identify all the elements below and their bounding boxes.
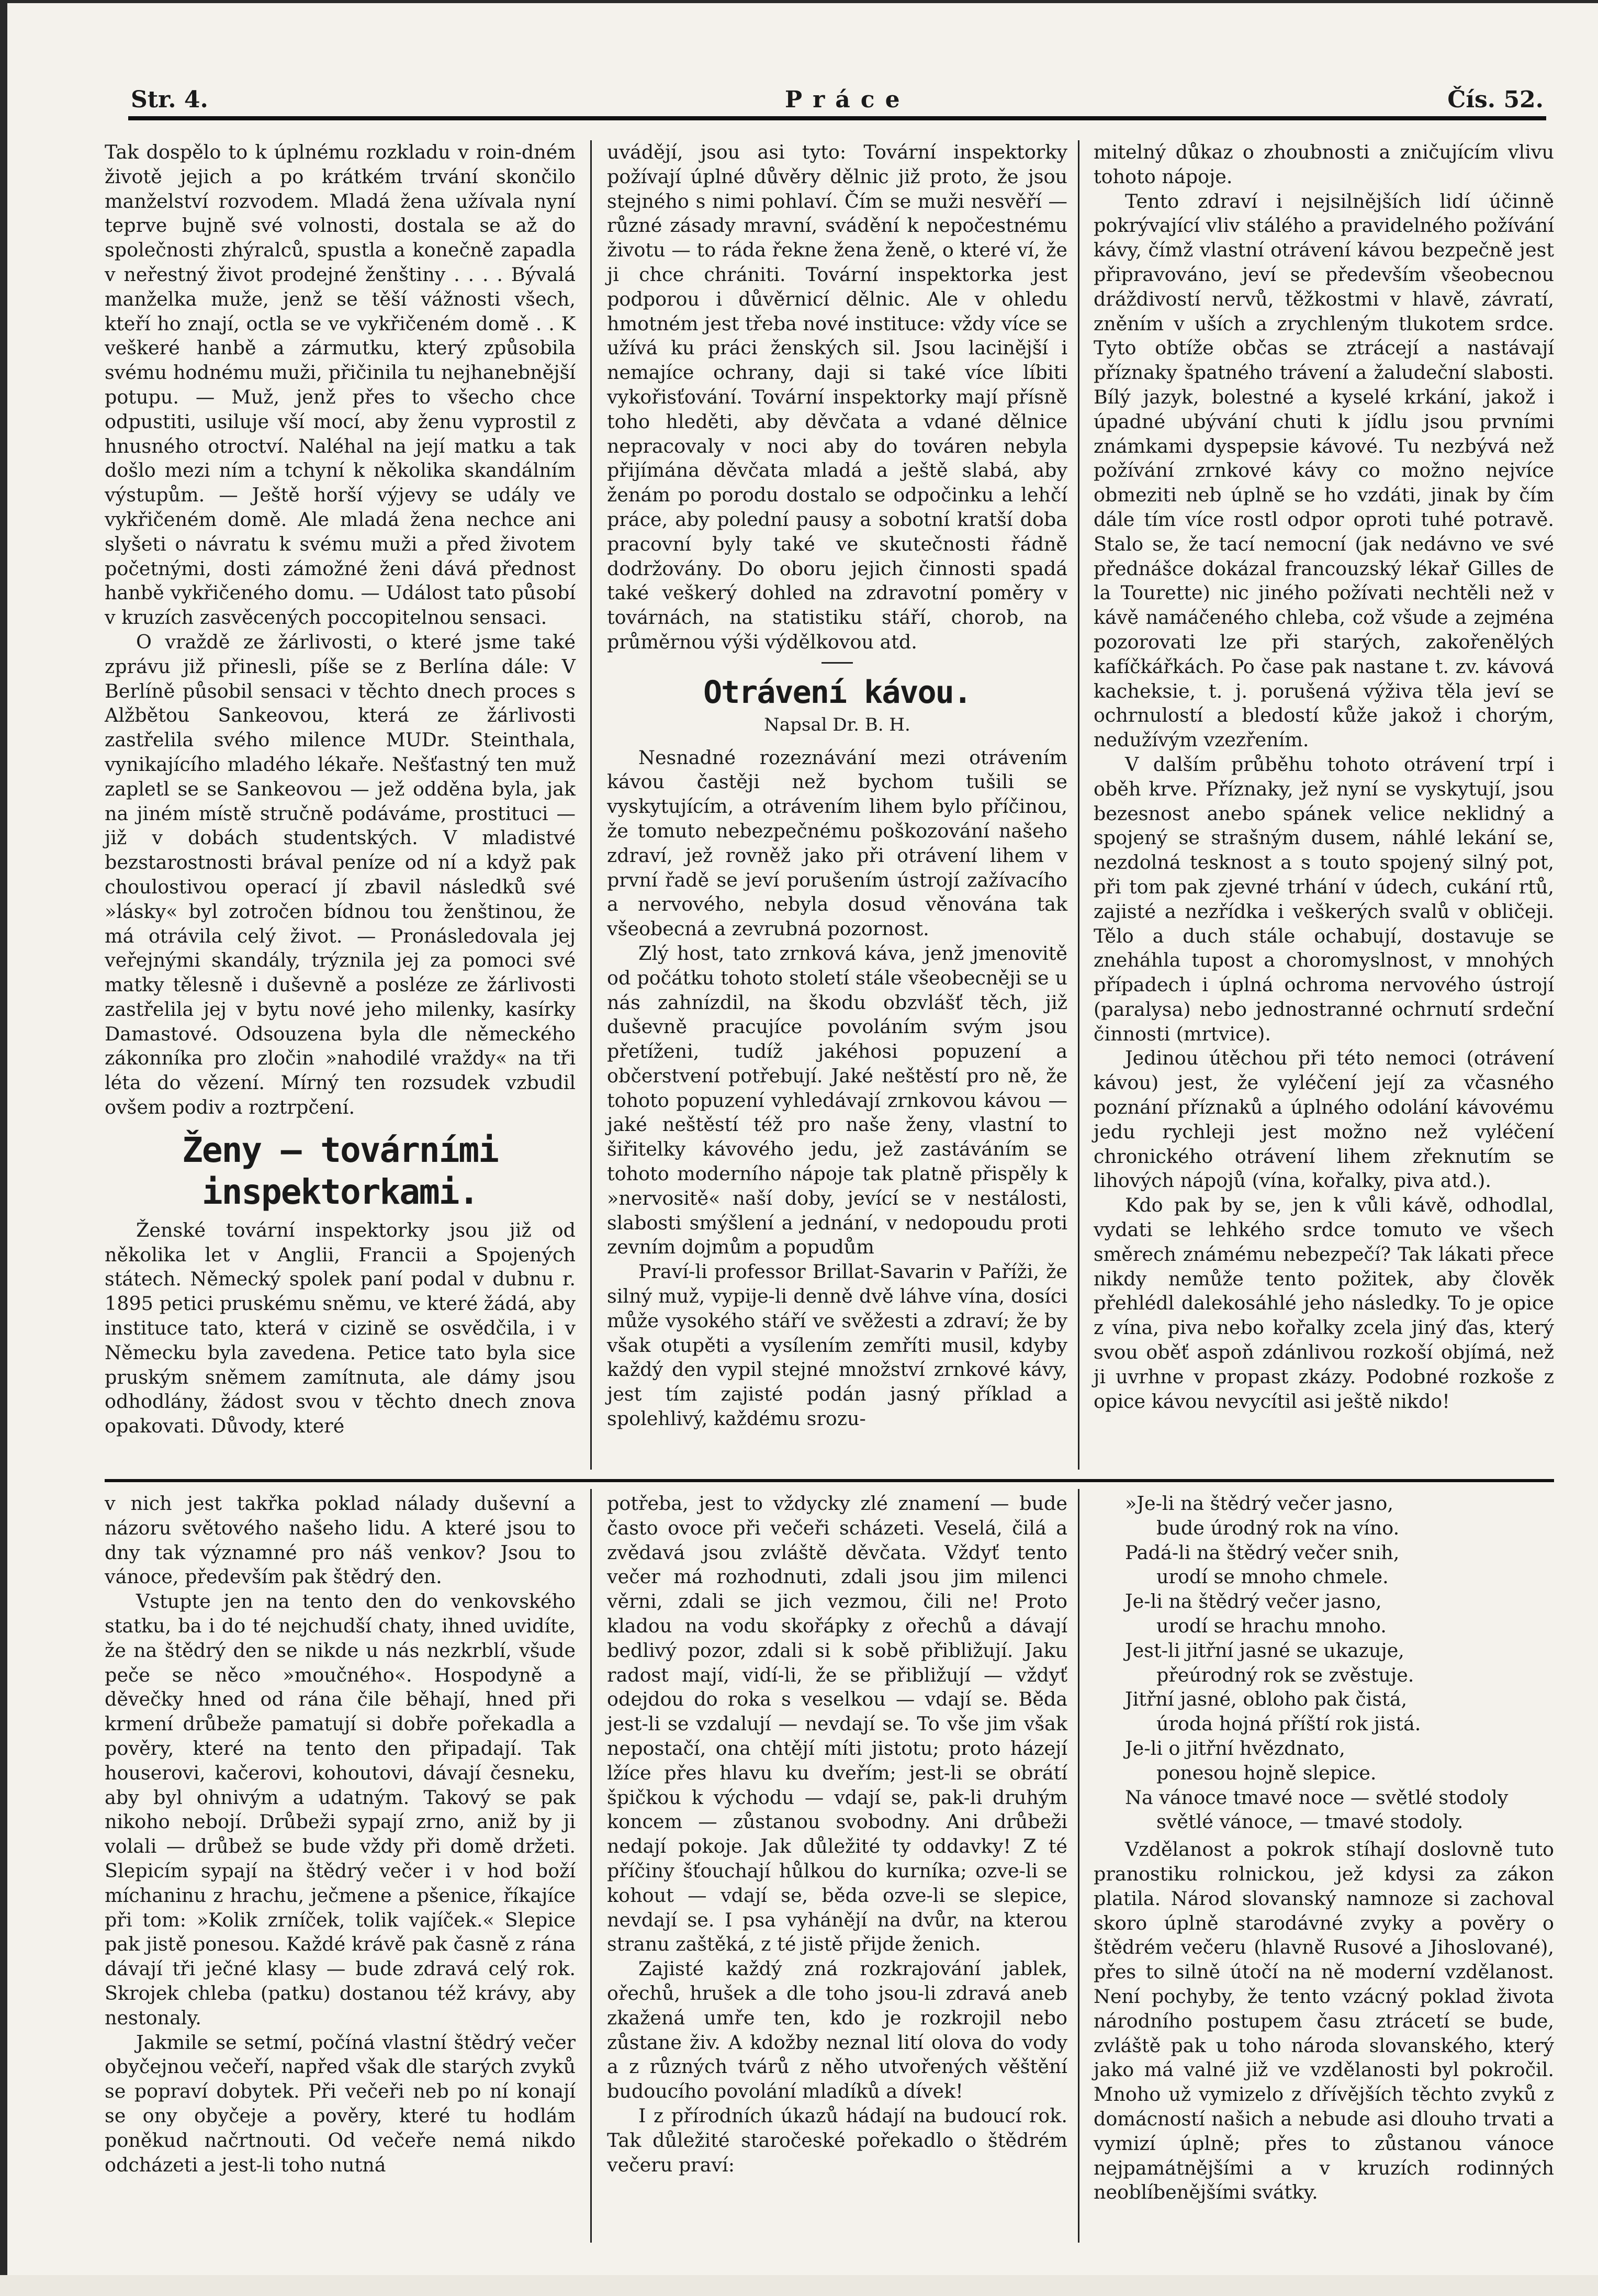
page-header	[131, 86, 1544, 119]
poem-line: Je-li o jitřní hvězdnato,	[1125, 1737, 1345, 1760]
column-divider	[1078, 1489, 1079, 2243]
page-number: Str. 4.	[131, 86, 208, 113]
poem-line: Padá-li na štědrý večer snih,	[1125, 1541, 1400, 1564]
column-divider	[1078, 140, 1079, 1470]
section-rule	[821, 662, 853, 664]
article-paragraph: uvádějí, jsou asi tyto: Tovární inspektorky požívají úplné důvěry dělnic již proto, že jsou stejného s nimi pohlaví. Čím se muži nesvěří — různé zásady mravní, svádění k nepočestnému životu — to ráda řekne žena ženě, o které ví, že ji chce chrániti. Tovární inspektorka jest podporou i důvěrnicí dělnic. Ale v ohledu hmotném jest třeba nové instituce: vždy více se užívá ku práci ženských sil. Jsou lacinější i nemajíce ochrany, daji si také více líbiti vykořisťování. Tovární inspektorky mají přísně toho hleděti, aby děvčata a vdané dělnice nepracovaly v noci aby do továren nebyla přijímána děvčata mladá a ještě slabá, aby ženám po porodu dostalo se odpočinku a lehčí práce, aby polední pausy a sobotní kratší doba pracovní byly také ve skutečnosti řádně dodržovány. Do oboru jejich činnosti spadá také veškerý dohled na zdravotní poměry v továrnách, na statistiku stáří, chorob, na průměrnou výši výdělkovou atd.	[607, 141, 1067, 653]
folk-poem	[1125, 1492, 1554, 1834]
poem-line: Na vánoce tmavé noce — světlé stodoly	[1125, 1786, 1509, 1809]
column-1	[105, 140, 576, 1439]
header-rule	[128, 116, 1546, 120]
bottom-column-3	[1094, 1492, 1554, 2205]
scan-border-top	[0, 0, 1598, 3]
poem-line: Je-li na štědrý večer jasno,	[1125, 1590, 1382, 1613]
article-paragraph: Tak dospělo to k úplnému rozkladu v roin-dném životě jejich a po krátkém trvání skončilo manželství rozvodem. Mladá žena užívala nyní teprve bujně své volnosti, dostala se až do společnosti zhýralců, spustla a konečně zapadla v neřestný život prodejné ženštiny . . . . Bývalá manželka muže, jenž se těší vážnosti všech, kteří ho znají, octla se ve vykřičeném domě . . K veškeré hanbě a zármutku, který způsobila svému hodnému muži, přičinila tu nejhanebnější potupu. — Muž, jenž přes to všecho chce odpustiti, usiluje vší mocí, aby ženu vyprostil z hnusného otroctví. Naléhal na její matku a tak došlo mezi ním a tchyní k několika skandálním výstupům. — Ještě horší výjevy se udály ve vykřičeném domě. Ale mladá žena nechce ani slyšeti o návratu k svému muži a před životem početnými, dosti zámožné ženi dává přednost hanbě vykřičeného domu. — Událost tato působí v kruzích zasvěcených poccopitelnou sensaci.	[105, 141, 576, 629]
poem-line: »Je-li na štědrý večer jasno,	[1125, 1492, 1393, 1515]
scan-border-bottom	[0, 2275, 1598, 2296]
article-paragraph: Nesnadné rozeznávání mezi otrávením kávou častěji než bychom tušili se vyskytujícím, a otrávením lihem bylo příčinou, že tomuto nebezpečnému poškozování našeho zdraví, jež rovněž jako při otrávení lihem v první řadě se jeví porušením ústrojí zažívacího a nervového, nebyla dosud věnována tak všeobecná a zevrubná pozornost.	[607, 746, 1067, 940]
poem-line: bude úrodný rok na víno.	[1156, 1516, 1400, 1539]
column-divider	[590, 1489, 592, 2243]
article-paragraph: O vraždě ze žárlivosti, o které jsme také zprávu již přinesli, píše se z Berlína dále: V Berlíně působil sensaci v těchto dnech proces s Alžbětou Sankeovou, která ze žárlivosti zastřelila svého milence MUDr. Steinthala, vynikajícího mladého lékaře. Nešťastný ten muž zapletl se se Sankeovou — jež odděna byla, jak na jiném místě stručně podáváme, prostituci — již v dobách studentských. V mladistvé bezstarostnosti brával peníze od ní a když pak choulostivou operací jí zbavil následků své »lásky« byl zotročen bídnou tou ženštinou, že má otrávila celý život. — Pronásledovala jej veřejnými skandály, trýznila jej za pomoci své matky tělesně i duševně a posléze ze žárlivosti zastřelila jej v bytu nové jeho milenky, kasírky Damastové. Odsouzena byla dle německého zákonníka pro zločin »nahodilé vraždy« na tři léta do vězení. Mírný ten rozsudek vzbudil ovšem podiv a roztrpčení.	[105, 630, 576, 1119]
article-paragraph: potřeba, jest to vždycky zlé znamení — bude často ovoce při večeři scházeti. Veselá, čilá a zvědavá jsou zvláště děvčata. Vždyť tento večer má rozhodnuti, zdali jsou jim milenci věrni, zdali se jich vezmou, čili ne! Proto kladou na vodu skořápky z ořechů a dávají bedlivý pozor, zdali si k sobě přibližují. Jaku radost mají, vidí-li, že se přibližují — vždyť odejdou do roka s veselkou — vdají se. Běda jest-li se vzdalují — nevdají se. To vše jim však nepostačí, ona chtějí míti jistotu; proto házejí lžíce přes hlavu ku dveřím; jest-li se obrátí špičkou k východu — vdají se, pak-li druhým koncem — zůstanou svobodny. Ani drůbeži nedají pokoje. Jak důležité ty oddavky! Z té příčiny šťouchají hůlkou do kurníka; ozve-li se kohout — vdají se, běda ozve-li se slepice, nevdají se. I psa vyhánějí na dvůr, na kterou stranu zaštěká, z té jistě přijde ženich.	[607, 1492, 1067, 1956]
article-heading-zeny: Ženy — továrními inspektorkami.	[182, 1129, 498, 1212]
article-paragraph: I z přírodních úkazů hádají na budoucí rok. Tak důležité staročeské pořekadlo o štědrém večeru praví:	[607, 2104, 1067, 2176]
poem-line: přeúrodný rok se zvěstuje.	[1156, 1663, 1414, 1686]
column-divider	[590, 140, 592, 1470]
author-byline: Napsal Dr. B. H.	[764, 714, 910, 735]
article-heading-otraveni: Otrávení kávou.	[703, 674, 971, 711]
bottom-column-1	[105, 1492, 576, 2177]
article-paragraph: Jakmile se setmí, počíná vlastní štědrý večer obyčejnou večeří, napřed však dle starých zvyků se popraví dobytek. Při večeři neb po ní konají se ony obyčeje a pověry, které tu hodlám poněkud načrtnouti. Od večeře nemá nikdo odcházeti a jest-li toho nutná	[105, 2031, 576, 2176]
poem-line: Jest-li jitřní jasné se ukazuje,	[1125, 1639, 1404, 1662]
newspaper-title: Práce	[785, 86, 910, 113]
article-paragraph: Vzdělanost a pokrok stíhají doslovně tuto pranostiku rolnickou, jež kdysi za zákon platila. Národ slovanský namnoze si zachoval skoro úplně starodávné zvyky a pověry o štědrém večeru (hlavně Rusové a Jihoslované), přes to silně útočí na ně moderní vzdělanost. Není pochyby, že tento vzácný poklad života národního postupem času ztrácetí se bude, zvláště pak u toho národa slovanského, který jako má valné již ve vzdělanosti byl pokročil. Mnoho už vymizelo z dřívějších těchto zvyků z domácností našich a nebude asi dlouho trvati a vymizí úplně; přes to zůstanou vánoce nejpamátnějšími a v kruzích rodinných neoblíbenějšími svátky.	[1094, 1838, 1554, 2204]
poem-line: Jitřní jasné, obloho pak čistá,	[1125, 1688, 1408, 1711]
article-paragraph: Praví-li professor Brillat-Savarin v Paříži, že silný muž, vypije-li denně dvě láhve vína, dosíci může vysokého stáří ve svěžesti a zdraví; že by však otupěti a vysílením zemříti musil, kdyby každý den vypil stejné množství zrnkové kávy, jest tím zajisté podán jasný příklad a spolehlivý, každému srozu-	[607, 1260, 1067, 1430]
article-paragraph: Kdo pak by se, jen k vůli kávě, odhodlal, vydati se lehkého srdce tomuto ve všech směrech známému nebezpečí? Tak lákati přece nikdy nemůže tento požitek, aby člověk přehlédl dalekosáhlé jeho následky. To je opice z vína, piva nebo kořalky zcela jiný ďas, který svou oběť aspoň zdánlivou rozkoší objímá, než ji uvrhne v propast zkázy. Podobné rozkoše z opice kávou nevycítil asi ještě nikdo!	[1094, 1194, 1554, 1413]
issue-number: Čís. 52.	[1447, 86, 1544, 113]
article-paragraph: V dalším průběhu tohoto otrávení trpí i oběh krve. Příznaky, jež nyní se vyskytují, jsou bezesnost anebo spánek velice neklidný a spojený se strašným dusem, náhlé lekání se, nezdolná tesknost a s touto spojený silný pot, při tom pak zjevné trhání v údech, cukání rtů, zajisté a nezřídka i veškerých svalů v obličeji. Tělo a duch stále ochabují, dostavuje se zneháhla tupost a choromyslnost, v mnohých případech i úplná ochroma nervového ústrojí (paralysa) nebo jednostranné ochrnutí srdeční činnosti (mrtvice).	[1094, 753, 1554, 1045]
article-paragraph: v nich jest takřka poklad nálady duševní a názoru světového našeho lidu. A které jsou to dny tak významné pro náš venkov? Jsou to vánoce, především pak štědrý den.	[105, 1492, 576, 1588]
article-paragraph: mitelný důkaz o zhoubnosti a zničujícím vlivu tohoto nápoje.	[1094, 141, 1554, 188]
column-2	[607, 140, 1067, 1431]
poem-line: světlé vánoce, — tmavé stodoly.	[1156, 1810, 1464, 1833]
article-paragraph: Zajisté každý zná rozkrajování jablek, ořechů, hrušek a dle toho jsou-li zdravá aneb zkažená umře ten, kdo je rozkrojil nebo zůstane živ. A kdožby neznal lití olova do vody a z různých tvárů z něho utvořených věštění budoucího povolání mladíků a dívek!	[607, 1957, 1067, 2103]
article-paragraph: Zlý host, tato zrnková káva, jenž jmenovitě od počátku tohoto století stále všeobecněji se u nás zahnízdil, na škodu obzvlášť těch, již duševně pracujíce povoláním svým jsou přetíženi, tudíž jakéhosi popuzení a občerstvení potřebují. Jaké neštěstí pro ně, že tohoto popuzení vyhledávají zrnkovou kávou — jaké neštěstí též pro naše ženy, vlastní to šiřitelky kávového jedu, jež zastáváním se tohoto moderního nápoje tak platně přispěly k »nervositě« naší doby, jevící se v nestálosti, slabosti smýšlení a jednání, v nedopoudu proti zevním dojmům a popudům	[607, 942, 1067, 1259]
poem-line: ponesou hojně slepice.	[1156, 1761, 1377, 1784]
poem-line: úroda hojná příští rok jistá.	[1156, 1712, 1421, 1735]
section-separator	[105, 1479, 1554, 1482]
article-paragraph: Tento zdraví i nejsilnějších lidí účinně pokrývající vliv stálého a pravidelného požívání kávy, čímž vlastní otrávení kávou bezpečně jest připravováno, jeví se především všeobecnou dráždivostí nervů, těžkostmi v hlavě, závratí, zněním v uších a zrychleným tlukotem srdce. Tyto obtíže občas se ztrácejí a nastávají příznaky špatného trávení a žaludeční slabosti. Bílý jazyk, bolestné a kyselé krkání, jakož i úpadné ubývání chuti k jídlu jsou prvními známkami dyspepsie kávové. Tu nezbývá než požívání zrnkové kávy co možno nejvíce obmeziti neb úplně se ho vzdáti, jinak by čím dále tím více rostl odpor oproti tuhé potravě. Stalo se, že tací nemocní (jak nedávno ve své přednášce dokázal francouzský lékař Gilles de la Tourette) nic jiného požívati nechtěli než v kávě namáčeného chleba, což všude a zejména pozorovati lze při starých, zakořenělých kafíčkářkách. Po čase pak nastane t. zv. kávová kacheksie, t. j. porušená výživa těla jeví se ochrnulostí a bledostí kůže jakož i chorým, nedužívým vzezřením.	[1094, 189, 1554, 752]
article-paragraph: Vstupte jen na tento den do venkovského statku, ba i do té nejchudší chaty, ihned uvidíte, že na štědrý den se nikde u nás nezkrblí, všude peče se něco »moučného«. Hospodyně a děvečky hned od rána čile běhají, hned při krmení drůbeže pamatují si dobře pořekadla a pověry, které na tento den připadají. Tak houserovi, kačerovi, kohoutovi, dávají česneku, aby byl ohnivým a udatným. Takový se pak nikoho nebojí. Drůbeži sypají zrno, aniž by ji volali — drůbež se bude vždy při domě držeti. Slepicím sypají na štědrý večer i v hod boží míchaninu z hrachu, ječmene a pšenice, říkajíce při tom: »Kolik zrníček, tolik vajíček.« Slepice pak jistě ponesou. Každé krávě pak časně z rána dávají tři ječné klasy — bude zdravá celý rok. Skrojek chleba (patku) dostanou též krávy, aby nestonaly.	[105, 1590, 576, 2029]
scan-border-left	[0, 0, 7, 2296]
bottom-column-2	[607, 1492, 1067, 2177]
article-paragraph: Ženské tovární inspektorky jsou již od několika let v Anglii, Francii a Spojených státech. Německý spolek paní podal v dubnu r. 1895 petici pruskému sněmu, ve které žádá, aby instituce tato, která v cizině se osvědčila, i v Německu byla zavedena. Petice tato byla sice pruským sněmem zamítnuta, ale dámy jsou odhodlány, žádost svou v těchto dnech znova opakovati. Důvody, které	[105, 1218, 576, 1438]
article-paragraph: Jedinou útěchou při této nemoci (otrávení kávou) jest, že vyléčení její za včasného poznání příznaků a úplného odolání kávovému jedu rychleji jest možno než vyléčení chronického otrávení lihem zřeknutím se lihových nápojů (vína, kořalky, piva atd.).	[1094, 1047, 1554, 1192]
poem-line: urodí se mnoho chmele.	[1156, 1565, 1389, 1588]
column-3	[1094, 140, 1554, 1414]
poem-line: urodí se hrachu mnoho.	[1156, 1614, 1387, 1637]
